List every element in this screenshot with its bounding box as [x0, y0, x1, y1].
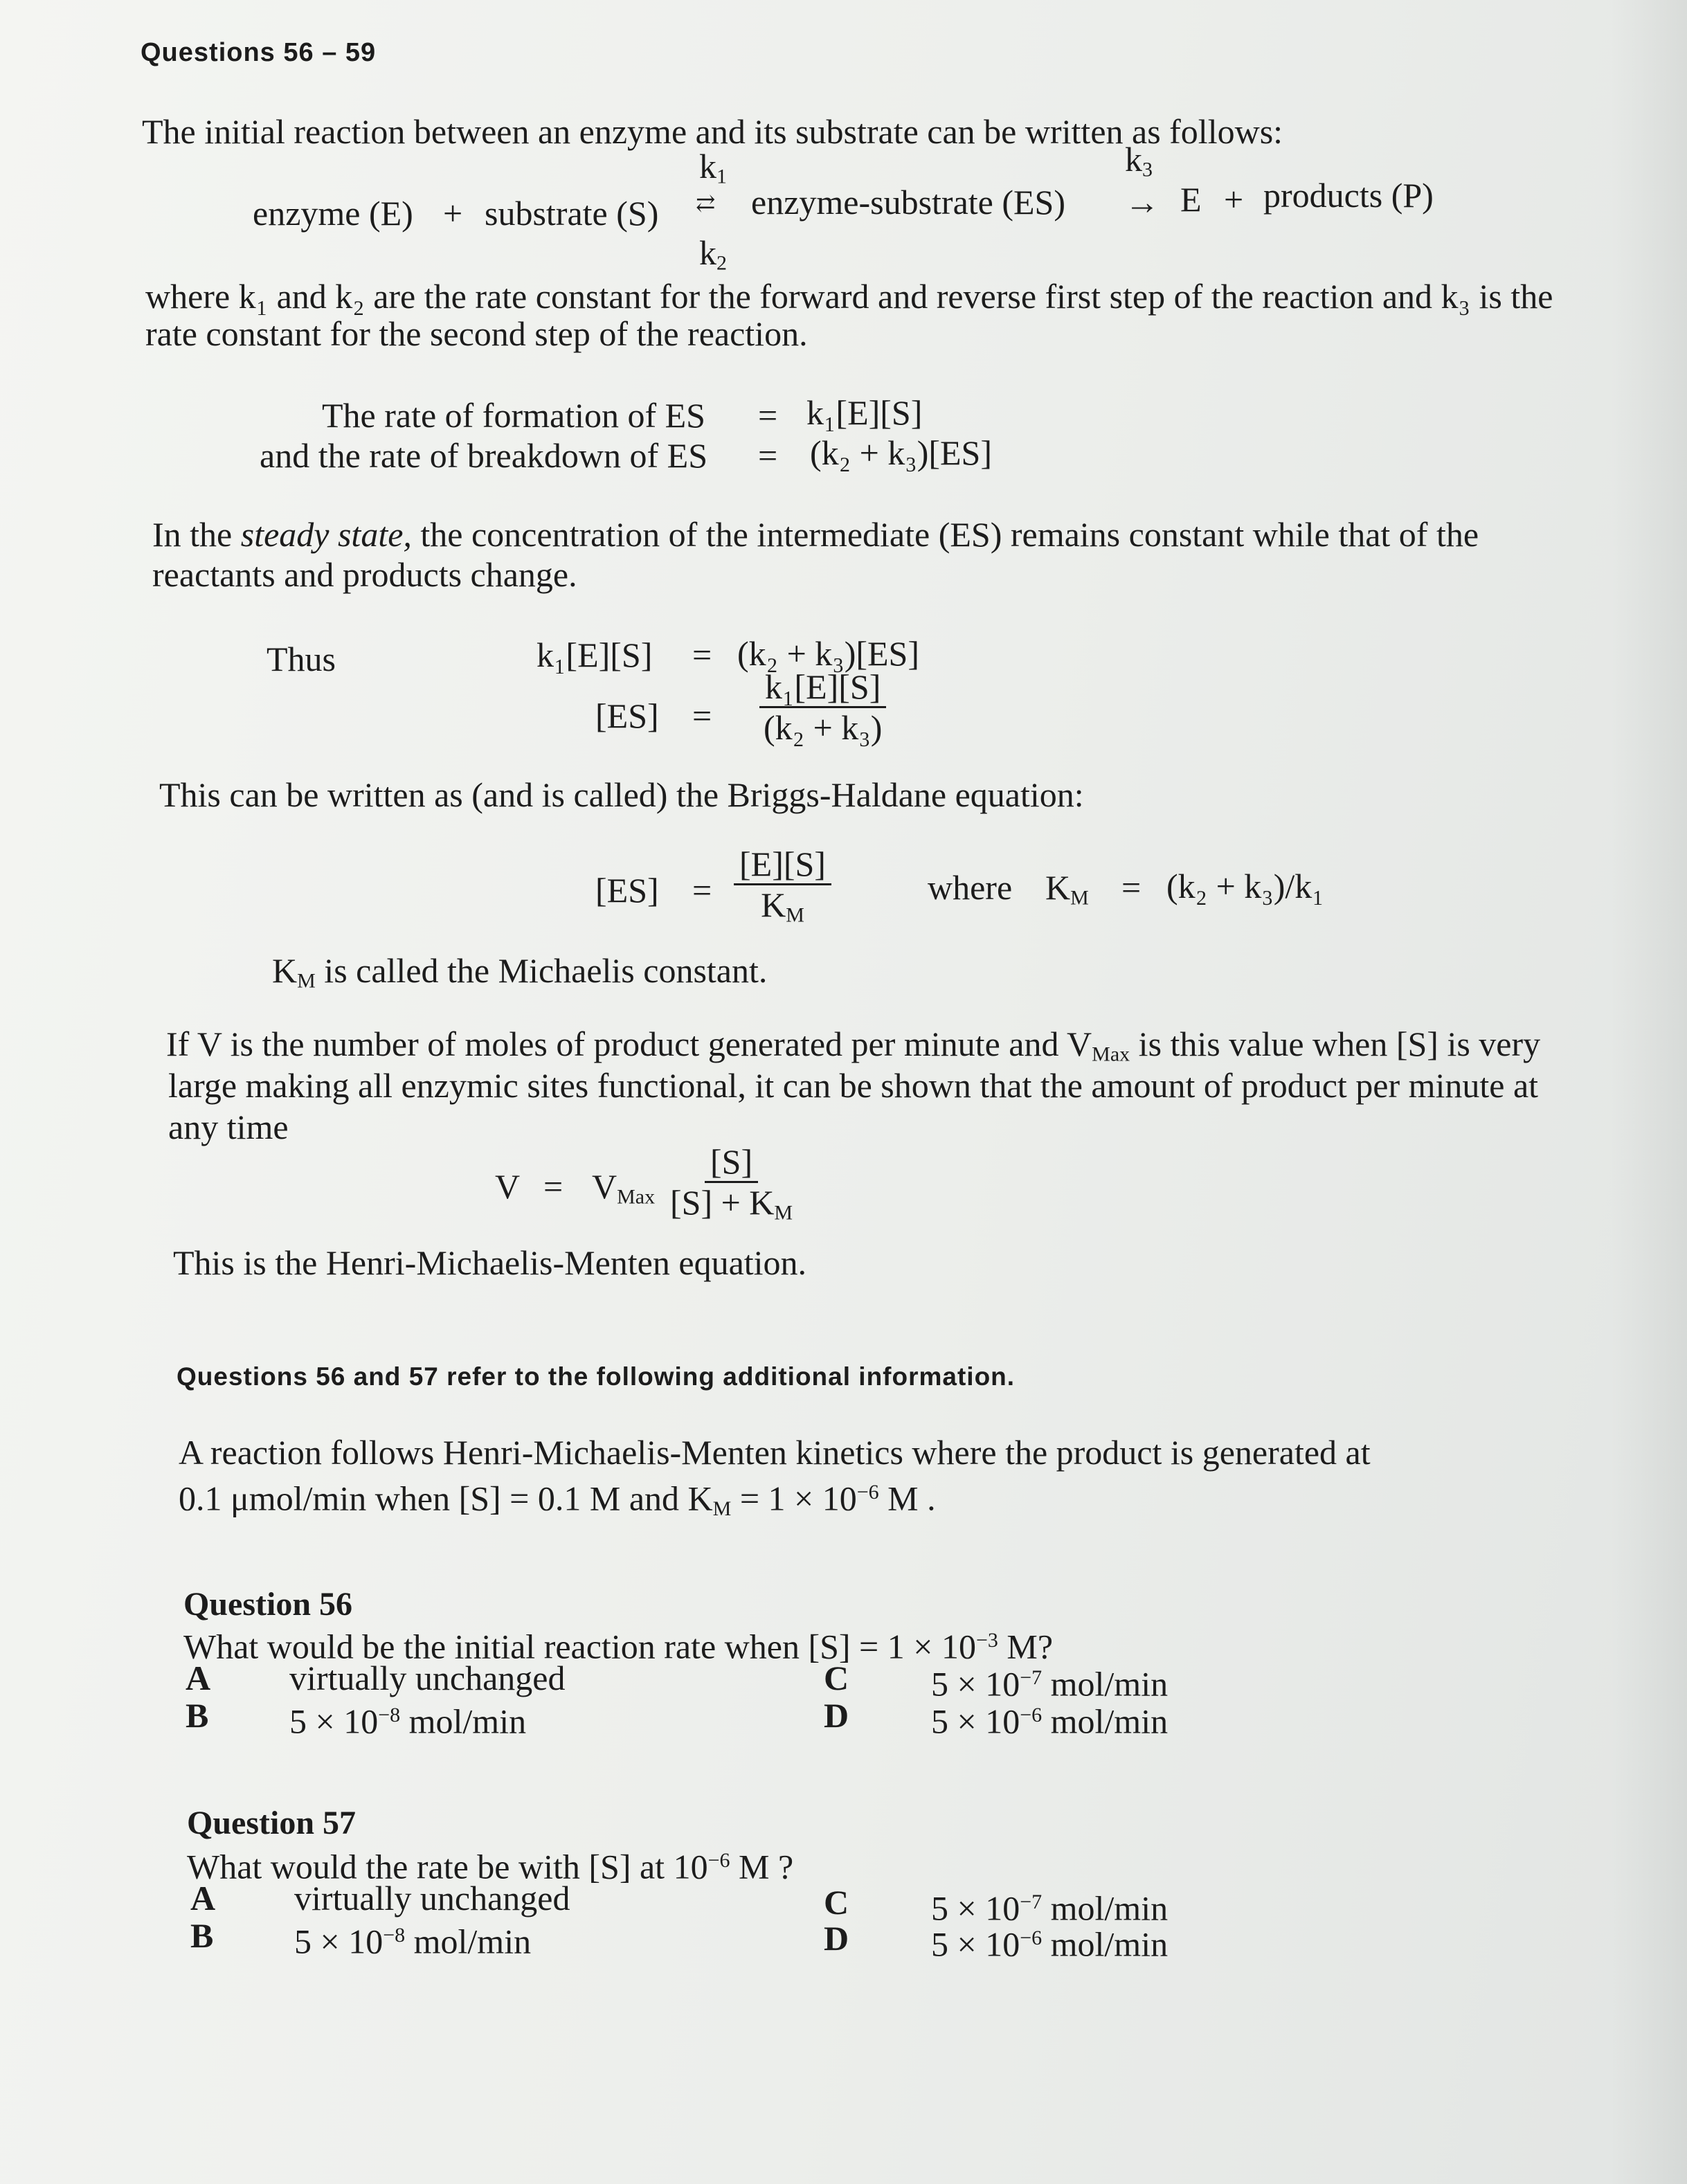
q57-option-a-text[interactable]: virtually unchanged: [294, 1879, 570, 1917]
q57-option-b-letter[interactable]: B: [190, 1916, 214, 1955]
equilibrium-arrow-icon: ⇄: [696, 191, 716, 217]
thus-eq1-equals: =: [692, 635, 712, 674]
vmax-line-3: any time: [168, 1108, 289, 1146]
formation-expression: k₁[E][S]: [806, 393, 923, 432]
rate-constant-k2: $k_2$: [699, 233, 727, 275]
reaction-plus-2: +: [1224, 180, 1244, 219]
thus-eq2-equals: =: [692, 696, 712, 735]
additional-line-2: 0.1 μmol/min when [S] = 0.1 M and $K_M = 1 \times 10^{-6}$ M .: [179, 1479, 936, 1520]
where-line-2: rate constant for the second step of the reaction.: [145, 314, 808, 353]
km-expression: (k₂ + k₃)/k₁: [1166, 867, 1324, 905]
section-heading: Questions 56 – 59: [141, 38, 377, 67]
formation-label: The rate of formation of ES: [322, 396, 705, 435]
q56-option-d-text[interactable]: $5 \times 10^{-6}$ mol/min: [931, 1702, 1169, 1741]
reaction-complex: enzyme-substrate (ES): [751, 183, 1066, 222]
thus-label: Thus: [267, 640, 336, 678]
q56-option-b-letter[interactable]: B: [186, 1696, 209, 1735]
steady-state-line-1: In the steady state, the concentration of the intermediate (ES) remains constant while that of the: [152, 515, 1479, 554]
briggs-where: where: [928, 868, 1013, 907]
q56-option-c-letter[interactable]: C: [824, 1659, 849, 1697]
briggs-fraction: $\frac{[E][S]}{K_M}$: [734, 845, 831, 935]
q57-option-a-letter[interactable]: A: [190, 1879, 216, 1917]
question-56-title: Question 56: [183, 1586, 353, 1623]
thus-eq1-left: k₁[E][S]: [536, 635, 653, 674]
hmm-caption: This is the Henri-Michaelis-Menten equation.: [173, 1243, 807, 1282]
breakdown-equals: =: [758, 436, 778, 475]
hmm-fraction: $\frac{[S]}{[S] + K_M}$: [670, 1142, 793, 1225]
thus-eq1-right: (k₂ + k₃)[ES]: [737, 634, 920, 673]
breakdown-label: and the rate of breakdown of ES: [260, 436, 707, 475]
forward-arrow-icon: →: [1125, 183, 1160, 222]
briggs-equals: =: [692, 871, 712, 910]
rate-constant-k3: $k_3$: [1125, 140, 1153, 181]
q56-option-b-text[interactable]: $5 \times 10^{-8}$ mol/min: [289, 1702, 527, 1741]
briggs-left: [ES]: [595, 871, 659, 910]
q57-option-d-text[interactable]: $5 \times 10^{-6}$ mol/min: [931, 1924, 1169, 1964]
page-edge-shadow: [1611, 0, 1687, 2184]
q56-option-a-letter[interactable]: A: [186, 1659, 211, 1697]
question-57-stem: What would the rate be with [S] at $10^{-6}$ M ?: [187, 1847, 794, 1886]
steady-state-line-2: reactants and products change.: [152, 555, 577, 594]
briggs-intro: This can be written as (and is called) the Briggs-Haldane equation:: [159, 775, 1084, 814]
hmm-v: V: [495, 1167, 521, 1206]
question-56-stem: What would be the initial reaction rate when $[S] = 1 \times 10^{-3}$ M?: [183, 1627, 1054, 1666]
michaelis-constant-line: $K_M$ is called the Michaelis constant.: [272, 951, 768, 993]
q57-option-c-letter[interactable]: C: [824, 1883, 849, 1922]
q57-option-c-text[interactable]: $5 \times 10^{-7}$ mol/min: [931, 1888, 1169, 1928]
thus-eq2-left: [ES]: [595, 696, 659, 735]
formation-equals: =: [758, 396, 778, 435]
rate-constant-k1: $k_1$: [699, 147, 727, 188]
intro-text: The initial reaction between an enzyme and its substrate can be written as follows:: [142, 112, 1283, 151]
thus-eq2-fraction: $\frac{\text{k₁[E][S]}}{\text{(k₂ + k₃)}}$: [758, 667, 887, 747]
q56-option-d-letter[interactable]: D: [824, 1696, 849, 1735]
hmm-vmax: $V_{Max}$: [592, 1167, 656, 1209]
hmm-equals: =: [543, 1167, 563, 1206]
where-line-1: where k₁ and k₂ are the rate constant for the forward and reverse first step of the reaction and k₃ is the: [145, 277, 1553, 316]
reaction-enzyme: enzyme (E): [253, 194, 413, 233]
question-57-title: Question 57: [187, 1805, 357, 1841]
km-symbol: $K_M$: [1045, 868, 1089, 910]
reaction-product-enzyme: E: [1180, 180, 1202, 219]
q57-option-d-letter[interactable]: D: [824, 1919, 849, 1958]
vmax-line-2: large making all enzymic sites functional, it can be shown that the amount of product per minute at: [168, 1066, 1539, 1105]
reaction-substrate: substrate (S): [485, 194, 659, 233]
reaction-products: products (P): [1263, 176, 1434, 215]
q56-option-a-text[interactable]: virtually unchanged: [289, 1659, 566, 1697]
refer-heading: Questions 56 and 57 refer to the following additional information.: [177, 1362, 1016, 1391]
breakdown-expression: (k₂ + k₃)[ES]: [810, 433, 993, 472]
reaction-plus: +: [443, 194, 463, 233]
q57-option-b-text[interactable]: $5 \times 10^{-8}$ mol/min: [294, 1922, 532, 1961]
km-equals: =: [1121, 868, 1142, 907]
q56-option-c-text[interactable]: $5 \times 10^{-7}$ mol/min: [931, 1664, 1169, 1704]
vmax-line-1: If V is the number of moles of product generated per minute and $V_{Max}$ is this value when [S] is very: [166, 1025, 1541, 1066]
additional-line-1: A reaction follows Henri-Michaelis-Menten kinetics where the product is generated at: [179, 1433, 1371, 1472]
